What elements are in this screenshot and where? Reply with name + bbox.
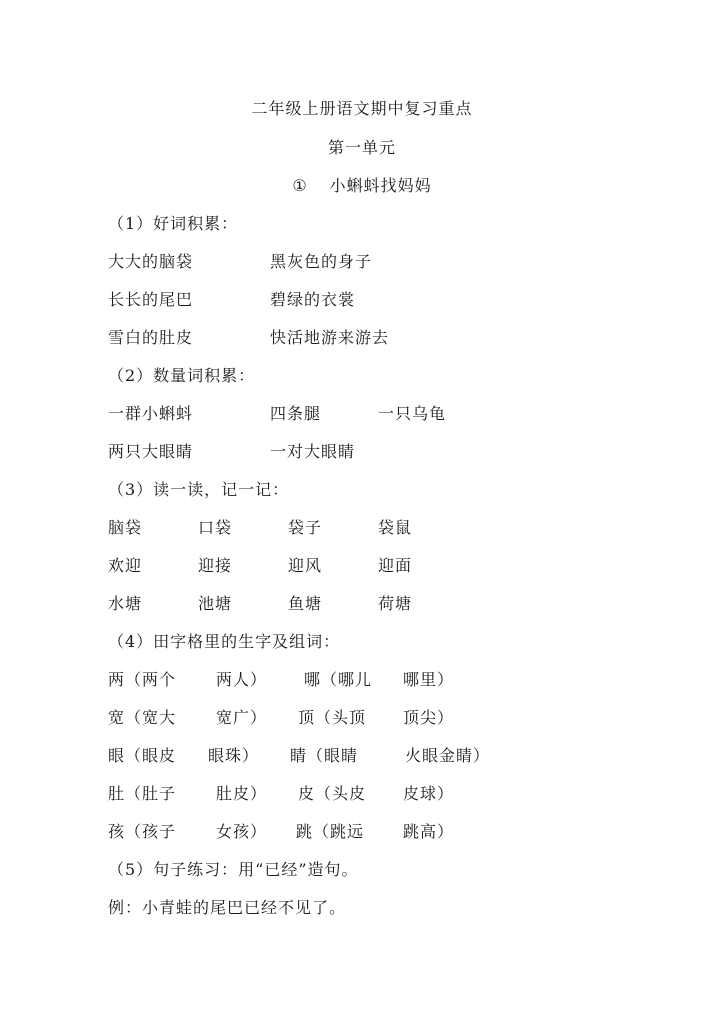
word-item: 眼珠） <box>208 746 260 765</box>
word-item: 宽广） <box>216 708 268 727</box>
word-item: 火眼金睛） <box>405 746 491 765</box>
word-item: 大大的脑袋 <box>108 252 194 271</box>
lesson-number: ① <box>292 176 308 195</box>
word-item: 跳高） <box>403 822 455 841</box>
word-item: 眼（眼皮 <box>108 746 177 765</box>
section-heading: （4）田字格里的生字及组词： <box>108 632 341 651</box>
section-heading: （2）数量词积累： <box>108 366 256 385</box>
word-item: 水塘 <box>108 594 143 613</box>
word-item: 迎面 <box>378 556 413 575</box>
word-item: 长长的尾巴 <box>108 290 194 309</box>
word-item: 快活地游来游去 <box>270 328 390 347</box>
document-title: 二年级上册语文期中复习重点 <box>251 99 473 118</box>
word-item: 肚（肚子 <box>108 784 177 803</box>
example-sentence: 例：小青蛙的尾巴已经不见了。 <box>108 898 347 917</box>
word-item: 两只大眼睛 <box>108 442 194 461</box>
word-item: 哪（哪儿 <box>304 670 373 689</box>
word-item: 皮（头皮 <box>298 784 367 803</box>
word-item: 孩（孩子 <box>108 822 177 841</box>
word-item: 一对大眼睛 <box>270 442 356 461</box>
word-item: 睛（眼睛 <box>290 746 359 765</box>
word-item: 雪白的肚皮 <box>108 328 194 347</box>
word-item: 鱼塘 <box>288 594 323 613</box>
word-item: 哪里） <box>403 670 455 689</box>
word-item: 一只乌龟 <box>378 404 447 423</box>
word-item: 跳（跳远 <box>296 822 365 841</box>
word-item: 袋鼠 <box>378 518 413 537</box>
section-heading: （5）句子练习：用“已经”造句。 <box>108 860 359 879</box>
word-item: 皮球） <box>403 784 455 803</box>
word-item: 顶（头顶 <box>298 708 367 727</box>
section-heading: （1）好词积累： <box>108 214 239 233</box>
word-item: 袋子 <box>288 518 323 537</box>
section-heading: （3）读一读，记一记： <box>108 480 290 499</box>
word-item: 两人） <box>216 670 268 689</box>
word-item: 迎接 <box>198 556 233 575</box>
word-item: 欢迎 <box>108 556 143 575</box>
word-item: 迎风 <box>288 556 323 575</box>
word-item: 一群小蝌蚪 <box>108 404 194 423</box>
word-item: 女孩） <box>216 822 268 841</box>
word-item: 顶尖） <box>403 708 455 727</box>
word-item: 肚皮） <box>216 784 268 803</box>
word-item: 黑灰色的身子 <box>270 252 373 271</box>
word-item: 碧绿的衣裳 <box>270 290 356 309</box>
word-item: 四条腿 <box>270 404 322 423</box>
word-item: 脑袋 <box>108 518 143 537</box>
lesson-title <box>0 173 724 196</box>
unit-title: 第一单元 <box>327 138 396 157</box>
word-item: 口袋 <box>198 518 233 537</box>
word-item: 荷塘 <box>378 594 413 613</box>
word-item: 池塘 <box>198 594 233 613</box>
word-item: 两（两个 <box>108 670 177 689</box>
lesson-name: 小蝌蚪找妈妈 <box>329 176 432 195</box>
word-item: 宽（宽大 <box>108 708 177 727</box>
